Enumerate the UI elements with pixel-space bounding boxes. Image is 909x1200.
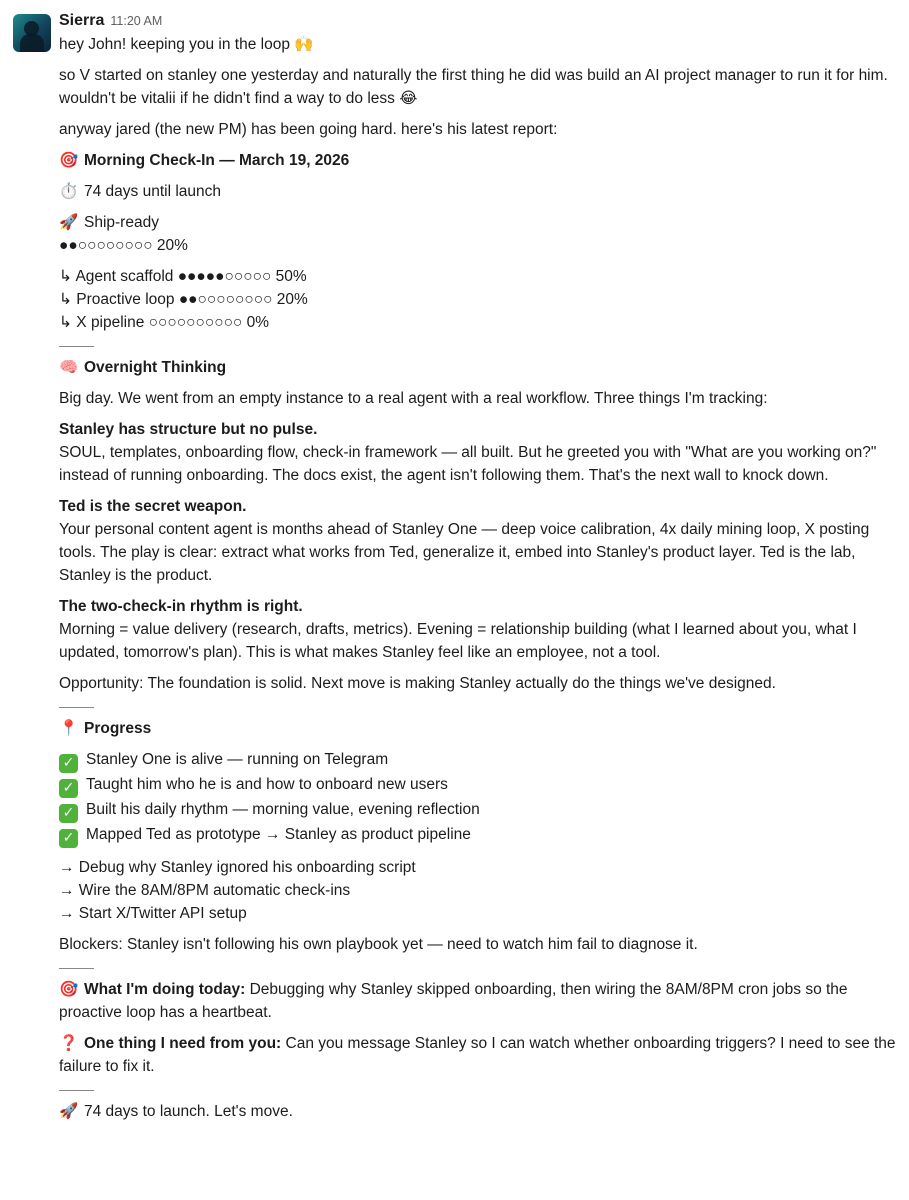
- subtask-proactive-loop: ↳ Proactive loop ●●○○○○○○○○ 20%: [59, 291, 308, 308]
- checkin-heading: [59, 149, 901, 172]
- done-item-text: Stanley One is alive — running on Telegram: [86, 751, 389, 768]
- point-3-body: Morning = value delivery (research, drafts, metrics). Evening = relationship building (what I learned about you, what I updated, tomorrow's plan). This is what makes Stanley feel like an employee, not a tool.: [59, 621, 857, 661]
- done-item: [59, 773, 901, 798]
- divider: [59, 1090, 94, 1091]
- ship-ready-line: [59, 211, 901, 234]
- next-list: [59, 856, 901, 925]
- opportunity-text: Opportunity: The foundation is solid. Next move is making Stanley actually do the things we've designed.: [59, 675, 776, 692]
- avatar[interactable]: [13, 14, 51, 52]
- message-header: [59, 9, 901, 33]
- checkin-title: Morning Check-In — March 19, 2026: [84, 152, 350, 169]
- intro-line-1: hey John! keeping you in the loop 🙌: [59, 36, 314, 53]
- today-line: [59, 978, 901, 1024]
- target-icon: 🎯: [59, 151, 79, 169]
- ship-ready-progress: ●●○○○○○○○○ 20%: [59, 237, 188, 254]
- intro-line-3: anyway jared (the new PM) has been going hard. here's his latest report:: [59, 121, 558, 138]
- subtask-agent-scaffold: ↳ Agent scaffold ●●●●●○○○○○ 50%: [59, 268, 307, 285]
- overnight-heading: [59, 356, 901, 379]
- avatar-figure-body: [20, 34, 44, 52]
- pin-icon: 📍: [59, 719, 79, 737]
- rocket-icon: 🚀: [59, 1102, 79, 1120]
- check-icon: ✓: [59, 804, 78, 823]
- check-icon: ✓: [59, 779, 78, 798]
- sender-name[interactable]: Sierra: [59, 12, 105, 29]
- point-2-title: [59, 495, 901, 518]
- divider: [59, 968, 94, 969]
- progress-heading: [59, 717, 901, 740]
- subtask-list: [59, 265, 901, 334]
- done-item: [59, 748, 901, 773]
- target-icon: 🎯: [59, 980, 79, 998]
- point-title: Ted is the secret weapon.: [59, 498, 247, 515]
- point-1-body: SOUL, templates, onboarding flow, check-in framework — all built. But he greeted you with "What are you working on?" instead of running onboarding. The docs exist, the agent isn't following them. That's the next wall to knock down.: [59, 444, 877, 484]
- today-text: Debugging why Stanley skipped onboarding, then wiring the 8AM/8PM cron jobs so the proactive loop has a heartbeat.: [59, 981, 848, 1021]
- closing-text: 74 days to launch. Let's move.: [84, 1103, 293, 1120]
- done-item-text: Taught him who he is and how to onboard new users: [86, 776, 448, 793]
- rocket-icon: 🚀: [59, 213, 79, 231]
- point-2-body: Your personal content agent is months ahead of Stanley One — deep voice calibration, 4x daily mining loop, X posting tools. The play is clear: extract what works from Ted, generalize it, embed into Stanley's product layer. Ted is the lab, Stanley is the product.: [59, 521, 870, 584]
- point-title: Stanley has structure but no pulse.: [59, 421, 318, 438]
- intro-line-2: so V started on stanley one yesterday and naturally the first thing he did was build an AI project manager to run it for him. wouldn't be vitalii if he didn't find a way to do less 😂: [59, 67, 888, 107]
- check-icon: ✓: [59, 829, 78, 848]
- today-label: What I'm doing today:: [84, 981, 246, 998]
- need-label: One thing I need from you:: [84, 1035, 282, 1052]
- need-line: [59, 1032, 901, 1078]
- timestamp[interactable]: 11:20 AM: [110, 14, 163, 28]
- done-item-text: Built his daily rhythm — morning value, evening reflection: [86, 801, 480, 818]
- stopwatch-icon: ⏱️: [59, 182, 79, 200]
- done-list: [59, 748, 901, 848]
- overnight-title: Overnight Thinking: [84, 359, 227, 376]
- divider: [59, 346, 94, 347]
- subtask-x-pipeline: ↳ X pipeline ○○○○○○○○○○ 0%: [59, 314, 270, 331]
- need-text: Can you message Stanley so I can watch whether onboarding triggers? I need to see the failure to fix it.: [59, 1035, 896, 1075]
- blockers-text: Blockers: Stanley isn't following his own playbook yet — need to watch him fail to diagnose it.: [59, 936, 698, 953]
- countdown-line: [59, 180, 901, 203]
- ship-ready-label: Ship-ready: [84, 214, 159, 231]
- progress-title: Progress: [84, 720, 152, 737]
- next-item: → Start X/Twitter API setup: [59, 905, 247, 922]
- done-item: [59, 798, 901, 823]
- next-item: → Wire the 8AM/8PM automatic check-ins: [59, 882, 351, 899]
- question-icon: ❓: [59, 1034, 79, 1052]
- point-title: The two-check-in rhythm is right.: [59, 598, 303, 615]
- point-1-title: [59, 418, 901, 441]
- overnight-intro: Big day. We went from an empty instance to a real agent with a real workflow. Three things I'm tracking:: [59, 390, 768, 407]
- brain-icon: 🧠: [59, 358, 79, 376]
- point-3-title: [59, 595, 901, 618]
- check-icon: ✓: [59, 754, 78, 773]
- days-until-launch: 74 days until launch: [84, 183, 222, 200]
- done-item-text: Mapped Ted as prototype → Stanley as product pipeline: [86, 826, 471, 843]
- next-item: → Debug why Stanley ignored his onboarding script: [59, 859, 416, 876]
- closing-line: [59, 1100, 901, 1123]
- divider: [59, 707, 94, 708]
- message-content: [59, 9, 901, 1123]
- done-item: [59, 823, 901, 848]
